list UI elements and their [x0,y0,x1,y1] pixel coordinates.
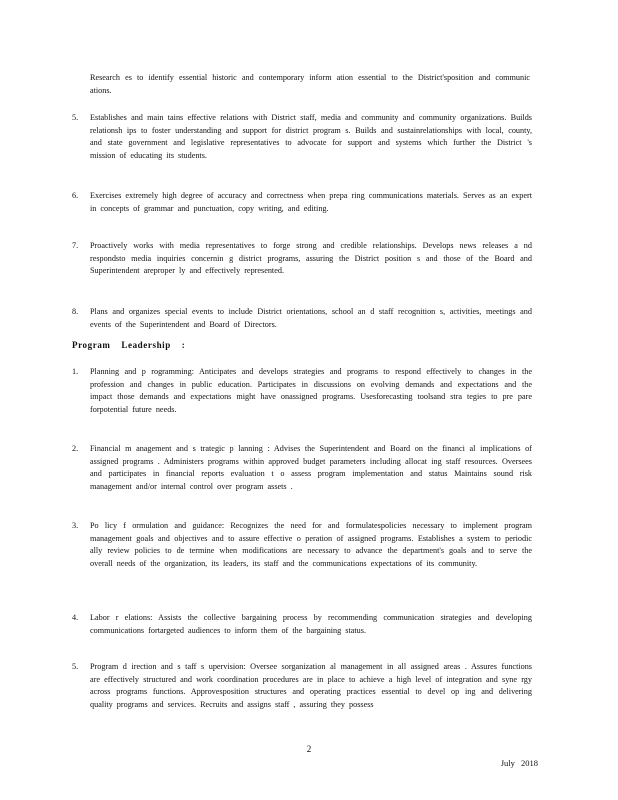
item-text: Po licy f ormulation and guidance: Recognizes the need for and formulatespolicies necessary to implement program management goals and objectives and to assure effective o peration of assigned programs. Establishes a system to periodic ally review policies to de termine when modifications are necessary to advance the department's goals and to serve the overall needs of the organization, its leaders, its staff and the communications expectations of its community. [90,521,532,568]
duty-item-5 [72,112,532,162]
item-text: Financial m anagement and s trategic p lanning : Advises the Superintendent and Board on the financi al implications of assigned programs . Administers programs within approved budget parameters including allocat ing staff resources. Oversees and participates in financial reports evaluation t o assess program implementation and status Maintains sound risk management and/or internal control over program assets . [90,444,532,491]
duty-item-6 [72,190,532,215]
item-number: 4. [72,613,79,622]
item-text: Establishes and main tains effective relations with District staff, media and community and community organizations. Builds relationsh ips to foster understanding and support for district program s. Builds and sustainrelationships with local, county, and state government and legislative representatives to advocate for support and systems which further the District 's mission of educating its students. [90,113,532,160]
item-text: Exercises extremely high degree of accuracy and correctness when prepa ring communications materials. Serves as an expert in concepts of grammar and punctuation, copy writing, and editing. [90,191,532,213]
duty-item-8 [72,306,532,331]
item-text: Plans and organizes special events to include District orientations, school an d staff recognition s, activities, meetings and events of the Superintendent and Board of Directors. [90,307,532,329]
item-text: Labor r elations: Assists the collective bargaining process by recommending communication strategies and developing communications fortargeted audiences to inform them of the bargaining status. [90,613,532,635]
leadership-item-1 [72,366,532,416]
item-number: 7. [72,241,79,250]
item-number: 2. [72,444,79,453]
item-text: Program d irection and s taff s upervision: Oversee sorganization al management in all assigned areas . Assures functions are effectively structured and work coordination procedures are in place to achieve a high level of integration and syne rgy across programs functions. Approvesposition structures and operating practices essential to devel op ing and delivering quality programs and services. Recruits and assigns staff , assuring they possess [90,662,532,709]
item-number: 8. [72,307,79,316]
page-number: 2 [306,744,312,754]
item-number: 1. [72,367,79,376]
footer-date: July 2018 [500,758,538,768]
item-number: 3. [72,521,79,530]
item-number: 6. [72,191,79,200]
leadership-item-2 [72,443,532,493]
leadership-item-5 [72,661,532,711]
continued-duty-item [90,72,530,97]
leadership-item-4 [72,612,532,637]
section-heading: Program Leadership : [72,340,186,350]
item-number: 5. [72,113,79,122]
item-text: Proactively works with media representatives to forge strong and credible relationships. Develops news releases a nd respondsto media inquiries concernin g district programs, assuring the District position s and those of the Board and Superintendent areproper ly and effectively represented. [90,241,532,276]
item-text: Planning and p rogramming: Anticipates and develops strategies and programs to respond effectively to changes in the profession and changes in public education. Participates in discussions on evolving demands and expectations and the impact those demands and expectations might have onassigned programs. Usesforecasting toolsand stra tegies to pre pare forpotential future needs. [90,367,532,414]
duty-item-7 [72,240,532,278]
item-text: Research es to identify essential historic and contemporary inform ation essential to the District'sposition and communic ations. [90,73,530,95]
leadership-item-3 [72,520,532,570]
item-number: 5. [72,662,79,671]
